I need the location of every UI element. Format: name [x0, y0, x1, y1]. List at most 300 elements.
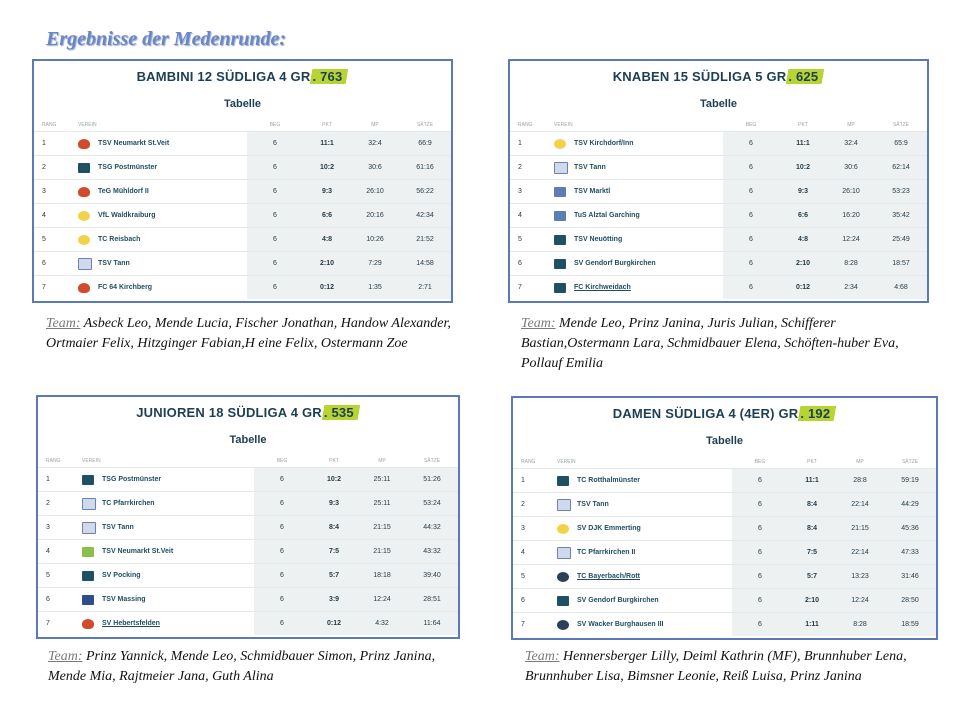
team-name[interactable]: SV Gendorf Burgkirchen [574, 252, 723, 276]
mp-cell: 20:16 [351, 204, 399, 228]
team-name[interactable]: SV Pocking [102, 564, 254, 588]
rank-cell: 2 [510, 156, 554, 180]
rank-cell: 4 [38, 540, 82, 564]
table-row [38, 516, 458, 540]
saetze-cell: 44:32 [406, 516, 458, 540]
team-text-knaben [521, 314, 921, 374]
col-beg-header: BEG [745, 122, 757, 128]
mp-cell: 25:11 [358, 492, 406, 516]
col-beg-header: BEG [276, 458, 288, 464]
team-name[interactable]: FC 64 Kirchberg [98, 276, 247, 300]
team-text-bambini [46, 314, 456, 354]
saetze-cell: 42:34 [399, 204, 451, 228]
club-logo-icon [82, 475, 94, 485]
rank-cell: 6 [510, 252, 554, 276]
pkt-cell: 11:1 [779, 132, 827, 156]
rank-cell: 4 [34, 204, 78, 228]
pkt-cell: 10:2 [779, 156, 827, 180]
mp-cell: 21:15 [358, 516, 406, 540]
logo-cell [557, 469, 577, 493]
table-row [510, 276, 927, 300]
pkt-cell: 2:10 [303, 252, 351, 276]
logo-cell [78, 180, 98, 204]
col-beg-header: BEG [269, 122, 281, 128]
rank-cell: 2 [34, 156, 78, 180]
beg-cell: 6 [723, 156, 779, 180]
logo-cell [78, 204, 98, 228]
rank-cell: 5 [513, 565, 557, 589]
col-verein-name-header [577, 459, 732, 469]
league-name: DAMEN SÜDLIGA 4 (4ER) GR [612, 406, 799, 421]
standings-table [513, 459, 936, 636]
pkt-cell: 10:2 [303, 156, 351, 180]
saetze-cell: 2:71 [399, 276, 451, 300]
mp-cell: 32:4 [827, 132, 875, 156]
table-row [513, 565, 936, 589]
logo-cell [557, 589, 577, 613]
club-logo-icon [557, 596, 569, 606]
beg-cell: 6 [254, 588, 310, 612]
logo-cell [557, 493, 577, 517]
league-name: KNABEN 15 SÜDLIGA 5 GR [612, 69, 787, 84]
rank-cell: 7 [510, 276, 554, 300]
team-members: Mende Leo, Prinz Janina, Juris Julian, Schifferer Bastian,Ostermann Lara, Schmidbauer Elena, Schöften-huber Eva, Pollauf Emilia [521, 316, 899, 371]
rank-cell: 5 [34, 228, 78, 252]
table-row [510, 156, 927, 180]
pkt-cell: 2:10 [779, 252, 827, 276]
saetze-cell: 45:36 [884, 517, 936, 541]
table-row [34, 204, 451, 228]
panel-bambini [32, 59, 453, 303]
saetze-cell: 35:42 [875, 204, 927, 228]
beg-cell: 6 [247, 180, 303, 204]
beg-cell: 6 [254, 540, 310, 564]
team-text-junioren [48, 647, 462, 687]
table-subtitle: Tabelle [699, 98, 738, 110]
pkt-cell: 0:12 [310, 612, 358, 636]
saetze-cell: 28:50 [884, 589, 936, 613]
col-mp-header: MP [378, 458, 386, 464]
table-row [38, 612, 458, 636]
pkt-cell: 10:2 [310, 468, 358, 492]
club-logo-icon [78, 211, 90, 221]
beg-cell: 6 [247, 228, 303, 252]
col-pkt-header: PKT [322, 122, 332, 128]
club-logo-icon [82, 547, 94, 557]
saetze-cell: 53:23 [875, 180, 927, 204]
league-name: JUNIOREN 18 SÜDLIGA 4 GR [136, 405, 322, 420]
mp-cell: 26:10 [351, 180, 399, 204]
beg-cell: 6 [723, 228, 779, 252]
table-row [34, 276, 451, 300]
pkt-cell: 5:7 [310, 564, 358, 588]
club-logo-icon [554, 211, 566, 221]
saetze-cell: 31:46 [884, 565, 936, 589]
panel-title [38, 405, 458, 420]
standings-table [38, 458, 458, 635]
pkt-cell: 11:1 [303, 132, 351, 156]
club-logo-icon [554, 139, 566, 149]
logo-cell [82, 516, 102, 540]
table-row [38, 588, 458, 612]
team-name[interactable]: SV Gendorf Burgkirchen [577, 589, 732, 613]
team-name[interactable]: TSV Neuötting [574, 228, 723, 252]
pkt-cell: 8:4 [310, 516, 358, 540]
pkt-cell: 8:4 [788, 493, 836, 517]
team-name[interactable]: TC Bayerbach/Rott [577, 565, 732, 589]
beg-cell: 6 [254, 516, 310, 540]
pkt-cell: 3:9 [310, 588, 358, 612]
panel-title [513, 406, 936, 421]
logo-cell [82, 588, 102, 612]
mp-cell: 1:35 [351, 276, 399, 300]
group-number: . 763 [310, 69, 348, 84]
beg-cell: 6 [254, 468, 310, 492]
mp-cell: 22:14 [836, 541, 884, 565]
panel-title [34, 69, 451, 84]
col-verein-header: VEREIN [82, 458, 101, 464]
club-logo-icon [82, 498, 96, 510]
beg-cell: 6 [247, 132, 303, 156]
team-name[interactable]: TSG Postmünster [102, 468, 254, 492]
table-row [513, 493, 936, 517]
saetze-cell: 39:40 [406, 564, 458, 588]
col-saetze-header: SÄTZE [416, 122, 434, 128]
team-label: Team: [46, 316, 81, 331]
team-name[interactable]: FC Kirchweidach [574, 276, 723, 300]
team-members: Asbeck Leo, Mende Lucia, Fischer Jonathan, Handow Alexander, Ortmaier Felix, Hitzginger Fabian,H eine Felix, Ostermann Zoe [46, 316, 451, 351]
beg-cell: 6 [732, 517, 788, 541]
beg-cell: 6 [247, 156, 303, 180]
pkt-cell: 5:7 [788, 565, 836, 589]
logo-cell [557, 613, 577, 637]
mp-cell: 21:15 [358, 540, 406, 564]
logo-cell [554, 252, 574, 276]
club-logo-icon [557, 547, 571, 559]
table-row [513, 517, 936, 541]
team-name[interactable]: TSV Tann [574, 156, 723, 180]
panel-damen [511, 396, 938, 640]
beg-cell: 6 [732, 469, 788, 493]
table-row [34, 180, 451, 204]
standings-table [510, 122, 927, 299]
beg-cell: 6 [254, 564, 310, 588]
mp-cell: 30:6 [351, 156, 399, 180]
team-name[interactable]: TSV Marktl [574, 180, 723, 204]
saetze-cell: 65:9 [875, 132, 927, 156]
rank-cell: 3 [38, 516, 82, 540]
club-logo-icon [82, 619, 94, 629]
table-subtitle: Tabelle [705, 435, 744, 447]
beg-cell: 6 [254, 492, 310, 516]
beg-cell: 6 [723, 204, 779, 228]
group-number: . 625 [786, 69, 824, 84]
beg-cell: 6 [247, 276, 303, 300]
mp-cell: 28:8 [836, 469, 884, 493]
logo-cell [78, 156, 98, 180]
club-logo-icon [557, 476, 569, 486]
logo-cell [554, 228, 574, 252]
table-row [513, 589, 936, 613]
header-row [38, 458, 458, 468]
team-name[interactable]: SV Wacker Burghausen III [577, 613, 732, 637]
saetze-cell: 59:19 [884, 469, 936, 493]
logo-cell [82, 612, 102, 636]
team-name[interactable]: TSV Tann [577, 493, 732, 517]
rank-cell: 1 [38, 468, 82, 492]
logo-cell [78, 276, 98, 300]
table-row [34, 252, 451, 276]
saetze-cell: 4:68 [875, 276, 927, 300]
pkt-cell: 1:11 [788, 613, 836, 637]
team-name[interactable]: TC Pfarrkirchen II [577, 541, 732, 565]
mp-cell: 22:14 [836, 493, 884, 517]
pkt-cell: 7:5 [788, 541, 836, 565]
table-row [513, 469, 936, 493]
col-mp-header: MP [856, 459, 864, 465]
rank-cell: 5 [38, 564, 82, 588]
saetze-cell: 56:22 [399, 180, 451, 204]
saetze-cell: 43:32 [406, 540, 458, 564]
panel-junioren [36, 395, 460, 639]
team-name[interactable]: TSV Tann [102, 516, 254, 540]
table-row [510, 180, 927, 204]
team-name[interactable]: TSV Neumarkt St.Veit [102, 540, 254, 564]
pkt-cell: 7:5 [310, 540, 358, 564]
club-logo-icon [78, 235, 90, 245]
club-logo-icon [82, 571, 94, 581]
group-number: . 535 [322, 405, 360, 420]
table-row [38, 492, 458, 516]
col-mp-header: MP [847, 122, 855, 128]
rank-cell: 6 [38, 588, 82, 612]
col-verein-name-header [98, 122, 247, 132]
team-text-damen [525, 647, 930, 687]
mp-cell: 8:28 [827, 252, 875, 276]
col-saetze-header: SÄTZE [901, 459, 919, 465]
club-logo-icon [82, 522, 96, 534]
col-saetze-header: SÄTZE [423, 458, 441, 464]
beg-cell: 6 [732, 589, 788, 613]
mp-cell: 26:10 [827, 180, 875, 204]
saetze-cell: 51:26 [406, 468, 458, 492]
league-name: BAMBINI 12 SÜDLIGA 4 GR [136, 69, 311, 84]
saetze-cell: 53:24 [406, 492, 458, 516]
saetze-cell: 28:51 [406, 588, 458, 612]
club-logo-icon [78, 163, 90, 173]
table-row [34, 228, 451, 252]
club-logo-icon [78, 283, 90, 293]
mp-cell: 8:28 [836, 613, 884, 637]
team-name[interactable]: TSV Massing [102, 588, 254, 612]
mp-cell: 7:29 [351, 252, 399, 276]
club-logo-icon [554, 162, 568, 174]
rank-cell: 2 [513, 493, 557, 517]
beg-cell: 6 [723, 252, 779, 276]
beg-cell: 6 [247, 252, 303, 276]
logo-cell [78, 132, 98, 156]
col-pkt-header: PKT [807, 459, 817, 465]
logo-cell [554, 276, 574, 300]
pkt-cell: 4:8 [779, 228, 827, 252]
club-logo-icon [554, 259, 566, 269]
rank-cell: 7 [513, 613, 557, 637]
logo-cell [554, 156, 574, 180]
team-name[interactable]: TSG Postmünster [98, 156, 247, 180]
table-row [34, 132, 451, 156]
saetze-cell: 18:57 [875, 252, 927, 276]
team-name[interactable]: TeG Mühldorf II [98, 180, 247, 204]
club-logo-icon [554, 187, 566, 197]
rank-cell: 1 [513, 469, 557, 493]
col-verein-header: VEREIN [78, 122, 97, 128]
rank-cell: 2 [38, 492, 82, 516]
saetze-cell: 61:16 [399, 156, 451, 180]
col-saetze-header: SÄTZE [892, 122, 910, 128]
table-row [38, 468, 458, 492]
table-row [513, 541, 936, 565]
table-row [38, 564, 458, 588]
team-members: Prinz Yannick, Mende Leo, Schmidbauer Simon, Prinz Janina, Mende Mia, Rajtmeier Jana, Guth Alina [48, 649, 436, 684]
club-logo-icon [554, 283, 566, 293]
logo-cell [82, 540, 102, 564]
beg-cell: 6 [732, 565, 788, 589]
pkt-cell: 4:8 [303, 228, 351, 252]
pkt-cell: 11:1 [788, 469, 836, 493]
club-logo-icon [557, 620, 569, 630]
col-pkt-header: PKT [329, 458, 339, 464]
col-verein-header: VEREIN [554, 122, 573, 128]
team-label: Team: [521, 316, 556, 331]
logo-cell [554, 132, 574, 156]
mp-cell: 4:32 [358, 612, 406, 636]
table-row [38, 540, 458, 564]
mp-cell: 13:23 [836, 565, 884, 589]
col-rang-header: RANG [521, 459, 536, 465]
logo-cell [557, 565, 577, 589]
mp-cell: 12:24 [827, 228, 875, 252]
club-logo-icon [78, 187, 90, 197]
saetze-cell: 62:14 [875, 156, 927, 180]
pkt-cell: 0:12 [779, 276, 827, 300]
standings-table [34, 122, 451, 299]
rank-cell: 3 [510, 180, 554, 204]
pkt-cell: 6:6 [303, 204, 351, 228]
mp-cell: 2:34 [827, 276, 875, 300]
mp-cell: 10:26 [351, 228, 399, 252]
rank-cell: 6 [34, 252, 78, 276]
mp-cell: 12:24 [836, 589, 884, 613]
mp-cell: 30:6 [827, 156, 875, 180]
logo-cell [557, 541, 577, 565]
saetze-cell: 47:33 [884, 541, 936, 565]
col-rang-header: RANG [46, 458, 61, 464]
team-name[interactable]: SV DJK Emmerting [577, 517, 732, 541]
pkt-cell: 9:3 [303, 180, 351, 204]
col-rang-header: RANG [518, 122, 533, 128]
team-name[interactable]: TC Pfarrkirchen [102, 492, 254, 516]
table-row [510, 132, 927, 156]
col-pkt-header: PKT [798, 122, 808, 128]
saetze-cell: 44:29 [884, 493, 936, 517]
beg-cell: 6 [254, 612, 310, 636]
mp-cell: 18:18 [358, 564, 406, 588]
table-row [510, 252, 927, 276]
team-label: Team: [525, 649, 560, 664]
rank-cell: 3 [513, 517, 557, 541]
saetze-cell: 21:52 [399, 228, 451, 252]
saetze-cell: 14:58 [399, 252, 451, 276]
header-row [510, 122, 927, 132]
rank-cell: 5 [510, 228, 554, 252]
logo-cell [554, 204, 574, 228]
logo-cell [78, 228, 98, 252]
rank-cell: 7 [38, 612, 82, 636]
rank-cell: 1 [510, 132, 554, 156]
beg-cell: 6 [732, 541, 788, 565]
mp-cell: 25:11 [358, 468, 406, 492]
team-label: Team: [48, 649, 83, 664]
club-logo-icon [557, 524, 569, 534]
panel-title [510, 69, 927, 84]
team-name[interactable]: TSV Neumarkt St.Veit [98, 132, 247, 156]
rank-cell: 4 [510, 204, 554, 228]
saetze-cell: 18:59 [884, 613, 936, 637]
pkt-cell: 2:10 [788, 589, 836, 613]
club-logo-icon [557, 499, 571, 511]
team-name[interactable]: TC Rotthalmünster [577, 469, 732, 493]
pkt-cell: 6:6 [779, 204, 827, 228]
team-name[interactable]: TSV Kirchdorf/Inn [574, 132, 723, 156]
beg-cell: 6 [723, 276, 779, 300]
pkt-cell: 8:4 [788, 517, 836, 541]
col-verein-name-header [102, 458, 254, 468]
table-row [513, 613, 936, 637]
logo-cell [82, 468, 102, 492]
pkt-cell: 9:3 [310, 492, 358, 516]
panel-knaben [508, 59, 929, 303]
team-name[interactable]: TSV Tann [98, 252, 247, 276]
mp-cell: 16:20 [827, 204, 875, 228]
group-number: . 192 [798, 406, 836, 421]
saetze-cell: 25:49 [875, 228, 927, 252]
beg-cell: 6 [732, 613, 788, 637]
team-name[interactable]: TuS Alztal Garching [574, 204, 723, 228]
rank-cell: 3 [34, 180, 78, 204]
team-name[interactable]: TC Reisbach [98, 228, 247, 252]
mp-cell: 21:15 [836, 517, 884, 541]
header-row [34, 122, 451, 132]
mp-cell: 12:24 [358, 588, 406, 612]
saetze-cell: 11:64 [406, 612, 458, 636]
header-row [513, 459, 936, 469]
team-name[interactable]: SV Hebertsfelden [102, 612, 254, 636]
col-verein-name-header [574, 122, 723, 132]
rank-cell: 6 [513, 589, 557, 613]
team-name[interactable]: VfL Waldkraiburg [98, 204, 247, 228]
pkt-cell: 0:12 [303, 276, 351, 300]
table-subtitle: Tabelle [229, 434, 267, 446]
beg-cell: 6 [723, 132, 779, 156]
col-mp-header: MP [371, 122, 379, 128]
rank-cell: 7 [34, 276, 78, 300]
club-logo-icon [82, 595, 94, 605]
col-rang-header: RANG [42, 122, 57, 128]
table-row [510, 228, 927, 252]
logo-cell [557, 517, 577, 541]
club-logo-icon [78, 258, 92, 270]
pkt-cell: 9:3 [779, 180, 827, 204]
